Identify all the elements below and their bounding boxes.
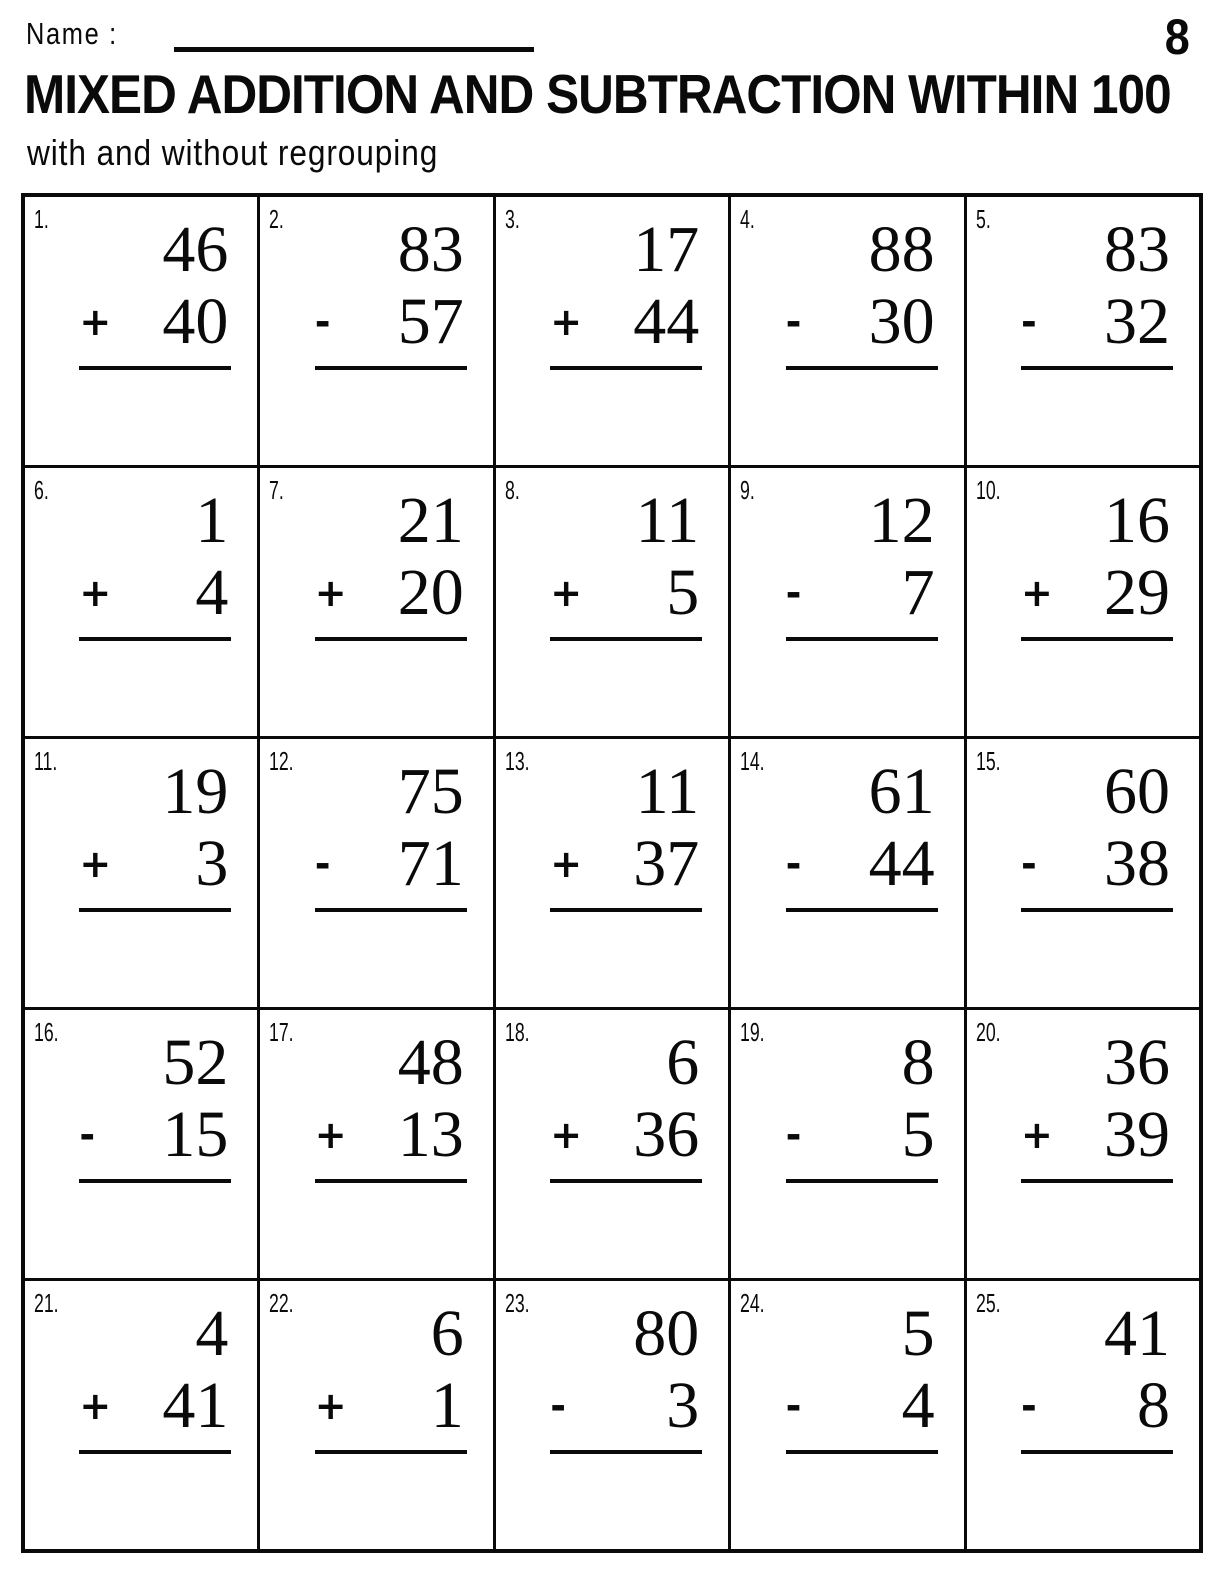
- problem-number: 7.: [269, 475, 285, 505]
- problem-cell: [967, 468, 1199, 736]
- problem: [785, 213, 938, 370]
- operator-sign: +: [314, 571, 347, 615]
- problem-number: 1.: [34, 204, 49, 234]
- bottom-row: [314, 556, 467, 629]
- bottom-operand: 57: [397, 285, 464, 358]
- problem: [1020, 755, 1173, 912]
- bottom-operand: 30: [868, 285, 935, 358]
- worksheet-title: MIXED ADDITION AND SUBTRACTION WITHIN 100: [24, 63, 1171, 125]
- operator-sign: -: [314, 300, 331, 344]
- problem-number: 23.: [504, 1288, 530, 1318]
- problem-number: 11.: [34, 746, 58, 776]
- problem: [550, 1026, 702, 1183]
- problem-cell: [731, 1281, 963, 1549]
- bottom-operand: 29: [1103, 556, 1170, 629]
- top-operand: 80: [633, 1297, 700, 1370]
- bottom-row: [550, 285, 702, 358]
- bottom-operand: 37: [633, 827, 700, 900]
- bottom-row: [550, 556, 702, 629]
- problem-cell: [731, 468, 963, 736]
- bottom-operand: 13: [397, 1098, 464, 1171]
- problem-cell: [25, 1010, 257, 1278]
- top-operand: 16: [1103, 484, 1170, 557]
- bottom-operand: 4: [195, 556, 229, 629]
- operator-sign: -: [785, 1113, 802, 1157]
- top-operand: 88: [868, 213, 935, 286]
- operator-sign: -: [314, 842, 331, 886]
- bottom-operand: 3: [666, 1369, 700, 1442]
- bottom-row: [550, 827, 702, 900]
- bottom-row: [79, 556, 231, 629]
- problem: [79, 213, 231, 370]
- problem: [314, 755, 467, 912]
- problems-grid: [21, 193, 1203, 1553]
- problem-cell: [496, 468, 728, 736]
- bottom-row: [314, 1369, 467, 1442]
- bottom-operand: 3: [195, 827, 229, 900]
- problem: [314, 1026, 467, 1183]
- problem: [550, 1297, 702, 1454]
- problem-cell: [967, 1281, 1199, 1549]
- problem: [785, 1297, 938, 1454]
- problem-number: 24.: [740, 1288, 765, 1318]
- problem-number: 10.: [975, 475, 1001, 505]
- operator-sign: -: [1020, 300, 1037, 344]
- problem-cell: [496, 1010, 728, 1278]
- bottom-operand: 38: [1103, 827, 1170, 900]
- problem: [785, 484, 938, 641]
- top-operand: 11: [635, 755, 700, 828]
- page-number: 8: [1164, 9, 1190, 65]
- problem-number: 22.: [269, 1288, 294, 1318]
- operator-sign: +: [550, 1113, 583, 1157]
- problem-number: 15.: [975, 746, 1001, 776]
- bottom-operand: 44: [868, 827, 935, 900]
- bottom-operand: 40: [162, 285, 229, 358]
- problem-number: 2.: [269, 204, 285, 234]
- problem-number: 4.: [740, 204, 755, 234]
- operator-sign: -: [785, 842, 802, 886]
- top-operand: 5: [901, 1297, 935, 1370]
- bottom-operand: 8: [1136, 1369, 1170, 1442]
- top-operand: 8: [901, 1026, 935, 1099]
- problem-number: 5.: [975, 204, 991, 234]
- bottom-operand: 36: [633, 1098, 700, 1171]
- bottom-row: [314, 285, 467, 358]
- operator-sign: +: [79, 1384, 112, 1428]
- top-operand: 61: [868, 755, 935, 828]
- top-operand: 41: [1103, 1297, 1170, 1370]
- problem-number: 9.: [740, 475, 755, 505]
- bottom-row: [550, 1098, 702, 1171]
- problem-number: 20.: [975, 1017, 1001, 1047]
- top-operand: 4: [195, 1297, 229, 1370]
- bottom-row: [785, 1098, 938, 1171]
- top-operand: 11: [635, 484, 700, 557]
- operator-sign: +: [79, 842, 112, 886]
- bottom-operand: 15: [162, 1098, 229, 1171]
- operator-sign: +: [1020, 1113, 1053, 1157]
- top-operand: 60: [1103, 755, 1170, 828]
- top-operand: 21: [397, 484, 464, 557]
- bottom-operand: 71: [397, 827, 464, 900]
- problem-cell: [731, 1010, 963, 1278]
- problem: [314, 484, 467, 641]
- operator-sign: +: [314, 1384, 347, 1428]
- problem-cell: [260, 739, 492, 1007]
- top-operand: 12: [868, 484, 935, 557]
- bottom-operand: 44: [633, 285, 700, 358]
- bottom-row: [79, 1098, 231, 1171]
- problem-cell: [25, 739, 257, 1007]
- top-operand: 83: [397, 213, 464, 286]
- bottom-operand: 4: [901, 1369, 935, 1442]
- top-operand: 6: [666, 1026, 700, 1099]
- bottom-row: [1020, 1369, 1173, 1442]
- bottom-row: [1020, 827, 1173, 900]
- problem-number: 3.: [504, 204, 520, 234]
- operator-sign: +: [550, 571, 583, 615]
- worksheet-subtitle: with and without regrouping: [27, 132, 439, 173]
- bottom-operand: 5: [901, 1098, 935, 1171]
- bottom-operand: 39: [1103, 1098, 1170, 1171]
- problem: [1020, 1026, 1173, 1183]
- operator-sign: +: [79, 571, 112, 615]
- problem-cell: [496, 1281, 728, 1549]
- problem-cell: [967, 197, 1199, 465]
- bottom-row: [785, 556, 938, 629]
- bottom-row: [79, 1369, 231, 1442]
- problem-cell: [25, 1281, 257, 1549]
- top-operand: 17: [633, 213, 700, 286]
- problem-number: 21.: [34, 1288, 59, 1318]
- operator-sign: +: [550, 300, 583, 344]
- bottom-row: [785, 827, 938, 900]
- problem: [550, 213, 702, 370]
- problem-cell: [967, 1010, 1199, 1278]
- operator-sign: +: [1020, 571, 1053, 615]
- operator-sign: -: [1020, 1384, 1037, 1428]
- top-operand: 48: [397, 1026, 464, 1099]
- bottom-row: [785, 1369, 938, 1442]
- problem-number: 12.: [269, 746, 294, 776]
- operator-sign: +: [79, 300, 112, 344]
- problem: [1020, 484, 1173, 641]
- top-operand: 36: [1103, 1026, 1170, 1099]
- problem-number: 19.: [740, 1017, 765, 1047]
- problem: [785, 1026, 938, 1183]
- top-operand: 52: [162, 1026, 229, 1099]
- problem: [79, 1026, 231, 1183]
- operator-sign: -: [79, 1113, 96, 1157]
- problem-cell: [260, 468, 492, 736]
- bottom-operand: 7: [901, 556, 935, 629]
- bottom-row: [314, 1098, 467, 1171]
- problem: [1020, 1297, 1173, 1454]
- problem-cell: [25, 468, 257, 736]
- problem-number: 17.: [269, 1017, 294, 1047]
- operator-sign: +: [550, 842, 583, 886]
- problem: [550, 755, 702, 912]
- problem-number: 13.: [504, 746, 530, 776]
- operator-sign: +: [314, 1113, 347, 1157]
- problem-cell: [260, 1010, 492, 1278]
- top-operand: 83: [1103, 213, 1170, 286]
- problem-number: 16.: [34, 1017, 59, 1047]
- problem-number: 18.: [504, 1017, 530, 1047]
- bottom-operand: 1: [430, 1369, 464, 1442]
- bottom-operand: 41: [162, 1369, 229, 1442]
- problem-cell: [260, 197, 492, 465]
- operator-sign: -: [785, 300, 802, 344]
- top-operand: 1: [195, 484, 229, 557]
- problem: [79, 484, 231, 641]
- problem-cell: [967, 739, 1199, 1007]
- name-row: [26, 16, 534, 52]
- top-operand: 6: [430, 1297, 464, 1370]
- problem-number: 14.: [740, 746, 765, 776]
- problem: [314, 213, 467, 370]
- problem-cell: [731, 197, 963, 465]
- problem-number: 6.: [34, 475, 49, 505]
- bottom-operand: 32: [1103, 285, 1170, 358]
- problem-cell: [25, 197, 257, 465]
- problem: [79, 1297, 231, 1454]
- problem-number: 8.: [504, 475, 520, 505]
- problem: [1020, 213, 1173, 370]
- bottom-operand: 20: [397, 556, 464, 629]
- operator-sign: -: [785, 1384, 802, 1428]
- problem: [550, 484, 702, 641]
- name-label: Name :: [26, 16, 118, 51]
- bottom-row: [79, 827, 231, 900]
- bottom-row: [785, 285, 938, 358]
- bottom-operand: 5: [666, 556, 700, 629]
- bottom-row: [550, 1369, 702, 1442]
- operator-sign: -: [550, 1384, 566, 1428]
- bottom-row: [1020, 1098, 1173, 1171]
- bottom-row: [79, 285, 231, 358]
- problem: [314, 1297, 467, 1454]
- name-blank-line: [174, 17, 534, 52]
- operator-sign: -: [1020, 842, 1037, 886]
- problem-number: 25.: [975, 1288, 1001, 1318]
- problem-cell: [496, 739, 728, 1007]
- bottom-row: [1020, 285, 1173, 358]
- problem-cell: [260, 1281, 492, 1549]
- bottom-row: [1020, 556, 1173, 629]
- problem: [79, 755, 231, 912]
- top-operand: 46: [162, 213, 229, 286]
- problem-cell: [496, 197, 728, 465]
- operator-sign: -: [785, 571, 802, 615]
- bottom-row: [314, 827, 467, 900]
- top-operand: 75: [397, 755, 464, 828]
- problem: [785, 755, 938, 912]
- problem-cell: [731, 739, 963, 1007]
- top-operand: 19: [162, 755, 229, 828]
